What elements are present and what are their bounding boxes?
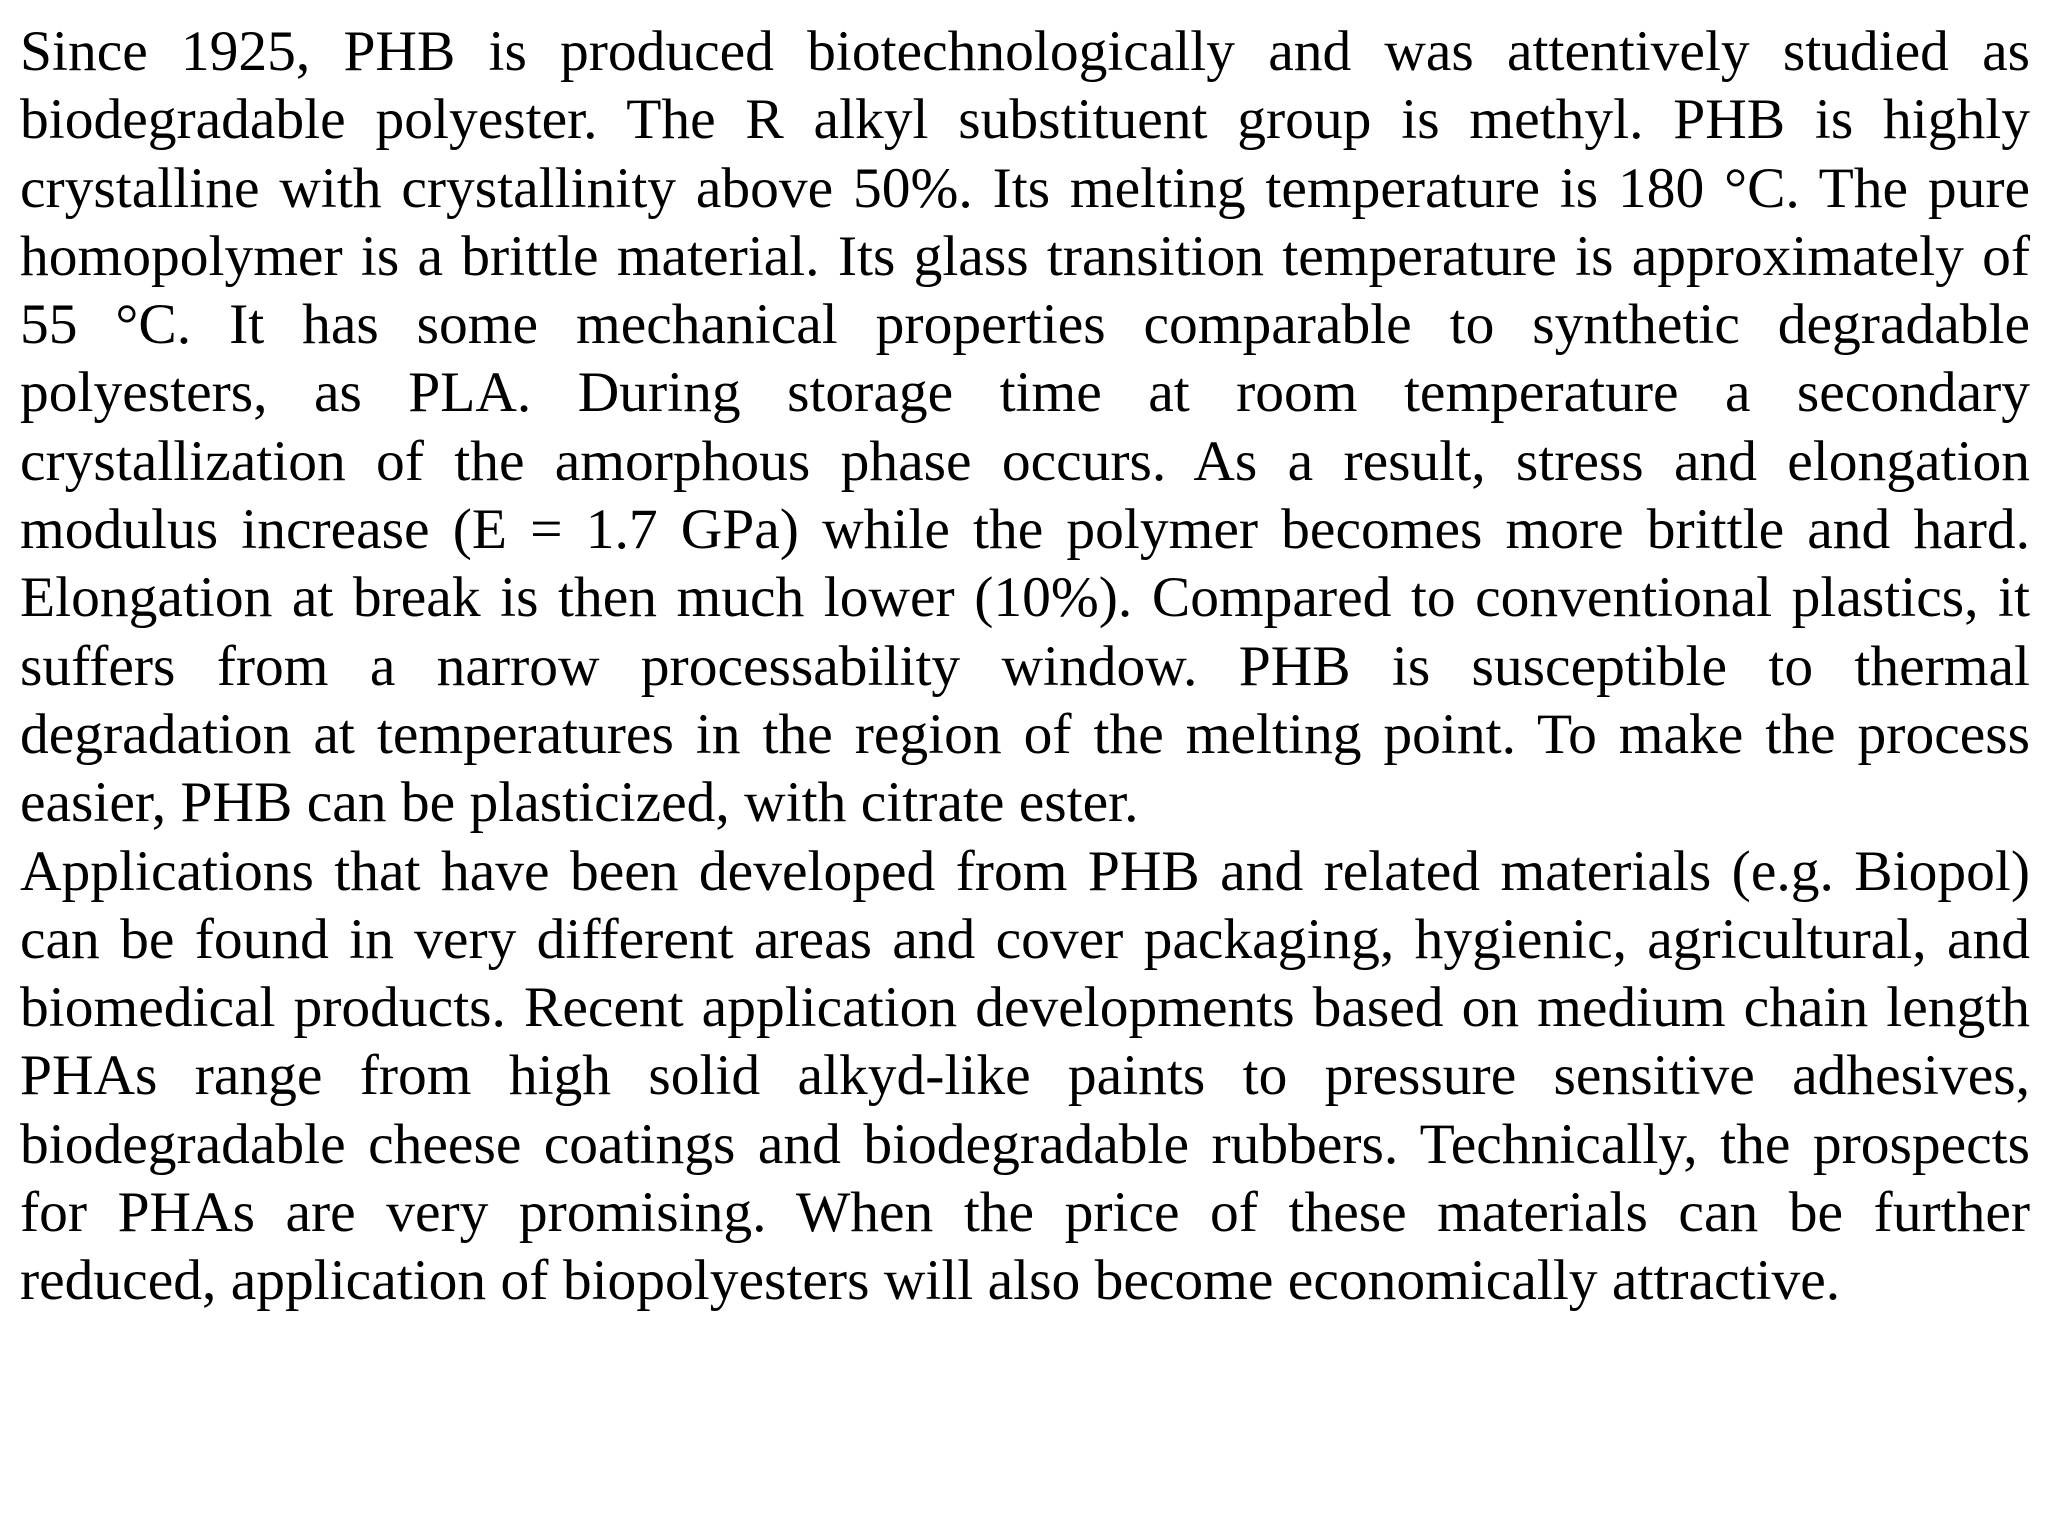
paragraph-applications: Applications that have been developed from PHB and related materials (e.g. Biopol) can be found in very different areas and cover packaging, hygienic, agricultural, and biomedical products. Recent application developments based on medium chain length PHAs range from high solid alkyd-like paints to pressure sensitive adhesives, biodegradable cheese coatings and biodegradable rubbers. Technically, the prospects for PHAs are very promising. When the price of these materials can be further reduced, application of biopolyesters will also become economically attractive. xyxy=(20,839,2030,1313)
document-body xyxy=(20,18,2030,1316)
paragraph-phb-properties: Since 1925, PHB is produced biotechnologically and was attentively studied as biodegradable polyester. The R alkyl substituent group is methyl. PHB is highly crystalline with crystallinity above 50%. Its melting temperature is 180 °C. The pure homopolymer is a brittle material. Its glass transition temperature is approximately of 55 °C. It has some mechanical properties comparable to synthetic degradable polyesters, as PLA. During storage time at room temperature a secondary crystallization of the amorphous phase occurs. As a result, stress and elongation modulus increase (E = 1.7 GPa) while the polymer becomes more brittle and hard. Elongation at break is then much lower (10%). Compared to conventional plastics, it suffers from a narrow processability window. PHB is susceptible to thermal degradation at temperatures in the region of the melting point. To make the process easier, PHB can be plasticized, with citrate ester. xyxy=(20,20,2030,835)
